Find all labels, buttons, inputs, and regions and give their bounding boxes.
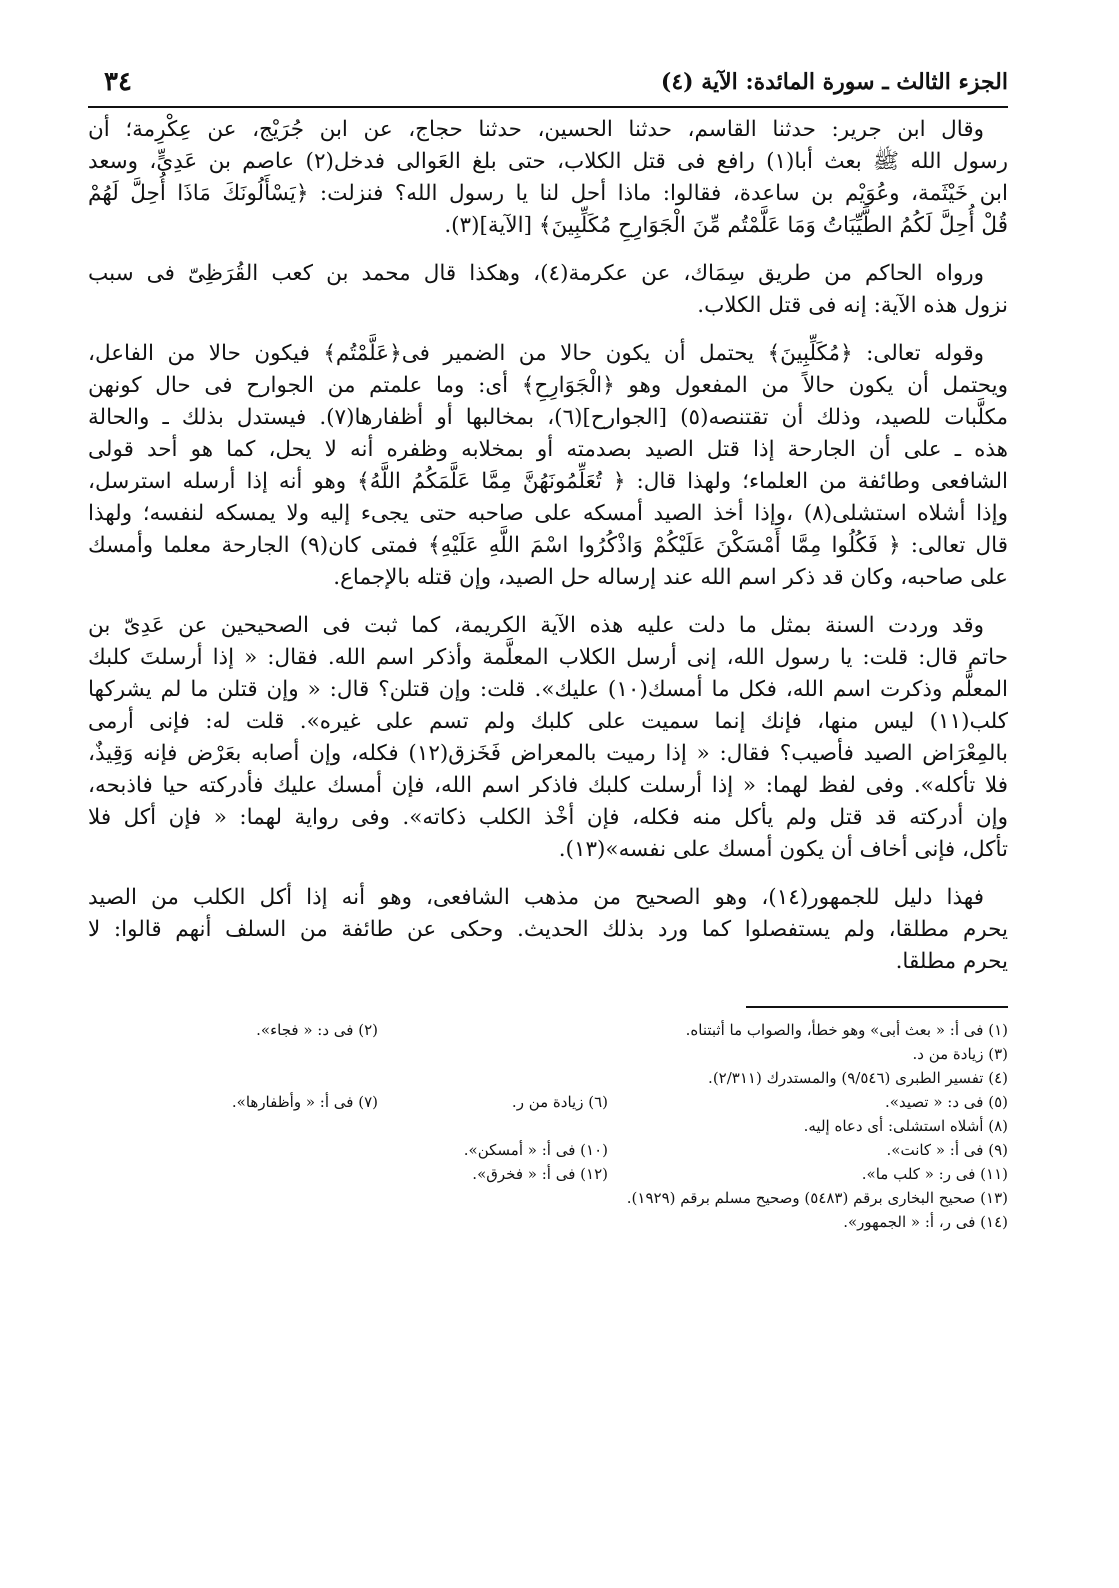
footnote: (١٤) فى ر، أ: « الجمهور».	[843, 1213, 1008, 1231]
body-text	[88, 114, 1008, 978]
text-line: بالمِعْرَاض الصيد فأصيب؟ فقال: « إذا رميت بالمعراض فَخَزق(١٢) فكله، وإن أصابه بعَرْض فإنه وَقِيذٌ،	[88, 741, 1008, 766]
footnote-row	[88, 1114, 1008, 1138]
footnote-separator	[746, 1006, 1008, 1008]
footnote: (٥) فى د: « تصيد».	[885, 1093, 1008, 1111]
footnote: (١٣) صحيح البخارى برقم (٥٤٨٣) وصحيح مسلم برقم (١٩٢٩).	[626, 1189, 1008, 1207]
text-line: وقال ابن جرير: حدثنا القاسم، حدثنا الحسين، حدثنا حجاج، عن ابن جُرَيْج، عن عِكْرِمة؛ أن	[88, 117, 984, 142]
footnote: (١) فى أ: « بعث أبى» وهو خطأ، والصواب ما أثبتناه.	[685, 1021, 1008, 1039]
footnote-row	[88, 1162, 1008, 1186]
text-line: قال تعالى: ﴿ فَكُلُوا مِمَّا أَمْسَكْنَ عَلَيْكُمْ وَاذْكُرُوا اسْمَ اللَّهِ عَلَيْهِ﴾ فمتى كان(٩) الجارحة معلما وأمسك	[88, 533, 1008, 558]
footnote	[118, 1138, 378, 1162]
text-line: فهذا دليل للجمهور(١٤)، وهو الصحيح من مذهب الشافعى، وهو أنه إذا أكل الكلب من الصيد	[88, 885, 984, 910]
text-line: ورواه الحاكم من طريق سِمَاك، عن عكرمة(٤)، وهكذا قال محمد بن كعب القُرَظِىّ فى سبب	[88, 261, 984, 286]
footnote-row	[88, 1090, 1008, 1114]
footnote	[118, 1162, 378, 1186]
text-line: الشافعى وطائفة من العلماء؛ ولهذا قال: ﴿ تُعَلِّمُونَهُنَّ مِمَّا عَلَّمَكُمُ اللَّهُ﴾ وهو أنه إذا أرسله استرسل،	[88, 469, 1008, 494]
text-line: هذه ـ على أن الجارحة إذا قتل الصيد بصدمته أو بمخلابه وظفره أنه لا يحل، كما هو أحد قولى	[88, 437, 1008, 462]
paragraph	[88, 610, 1008, 866]
footnote	[378, 1018, 608, 1042]
text-line: وإن أدركته قد قتل ولم يأكل منه فكله، فإن أخْذ الكلب ذكاته». وفى رواية لهما: « فإن أكل فلا	[88, 805, 1008, 830]
page-header	[88, 62, 1008, 108]
paragraph	[88, 258, 1008, 322]
text-line: كلب(١١) ليس منها، فإنك إنما سميت على كلبك ولم تسم على غيره». قلت له: فإنى أرمى	[88, 709, 1008, 734]
footnotes	[88, 1018, 1008, 1234]
footnote-row	[88, 1210, 1008, 1234]
page-number: ٣٤	[104, 67, 132, 97]
footnote-row	[88, 1018, 1008, 1042]
text-line: وقوله تعالى: ﴿مُكَلِّبِينَ﴾ يحتمل أن يكون حالا من الضمير فى﴿عَلَّمْتُم﴾ فيكون حالا من الفاعل،	[88, 341, 984, 366]
text-line: ابن خَيْثَمة، وعُوَيْم بن ساعدة، فقالوا: ماذا أحل لنا يا رسول الله؟ فنزلت: ﴿يَسْأَلُونَكَ مَاذَا أُحِلَّ لَهُمْ	[88, 181, 1008, 206]
text-line: رسول الله ﷺ بعث أبا(١) رافع فى قتل الكلاب، حتى بلغ العَوالى فدخل(٢) عاصم بن عَدِىٍّ، وسعد	[88, 149, 1008, 174]
footnote-row	[88, 1186, 1008, 1210]
text-line: يحرم مطلقا.	[895, 949, 1008, 974]
paragraph	[88, 338, 1008, 594]
text-line: المعلَّم وذكرت اسم الله، فكل ما أمسك(١٠) عليك». قلت: وإن قتلن؟ قال: « وإن قتلن ما لم يشركها	[88, 677, 1008, 702]
footnote: (٦) زيادة من ر.	[511, 1093, 608, 1111]
text-line: يحرم مطلقا، ولم يستفصلوا كما ورد بذلك الحديث. وحكى عن طائفة من السلف أنهم قالوا: لا	[88, 917, 1008, 942]
text-line: وإذا أشلاه استشلى(٨) ،وإذا أخذ الصيد أمسكه على صاحبه حتى يجىء إليه ولا يمسكه لنفسه؛ ولهذا	[88, 501, 1008, 526]
footnote: (٨) أشلاه استشلى: أى دعاه إليه.	[803, 1117, 1008, 1135]
text-line: مكلَّبات للصيد، وذلك أن تقتنصه(٥) [الجوارح](٦)، بمخالبها أو أظفارها(٧). فيستدل بذلك ـ والحالة	[88, 405, 1009, 430]
text-line: على صاحبه، وكان قد ذكر اسم الله عند إرساله حل الصيد، وإن قتله بالإجماع.	[333, 565, 1008, 590]
text-line: وقد وردت السنة بمثل ما دلت عليه هذه الآية الكريمة، كما ثبت فى الصحيحين عن عَدِىّ بن	[88, 613, 984, 638]
footnote: (٤) تفسير الطبرى (٩/٥٤٦) والمستدرك (٢/٣١١).	[708, 1069, 1008, 1087]
paragraph	[88, 882, 1008, 978]
paragraph	[88, 114, 1008, 242]
footnote-row	[88, 1042, 1008, 1066]
footnote-row	[88, 1066, 1008, 1090]
text-line: ويحتمل أن يكون حالاً من المفعول وهو ﴿الْجَوَارِحِ﴾ أى: وما علمتم من الجوارح فى حال كونهن	[88, 373, 1008, 398]
text-line: تأكل، فإنى أخاف أن يكون أمسك على نفسه»(١٣).	[558, 837, 1008, 862]
footnote: (١١) فى ر: « كلب ما».	[861, 1165, 1008, 1183]
footnote: (١٠) فى أ: « أمسكن».	[463, 1141, 608, 1159]
footnote: (٧) فى أ: « وأظفارها».	[231, 1093, 378, 1111]
footnote: (١٢) فى أ: « فخرق».	[472, 1165, 608, 1183]
footnote: (٣) زيادة من د.	[912, 1045, 1008, 1063]
running-title: الجزء الثالث ـ سورة المائدة: الآية (٤)	[660, 69, 1008, 95]
text-line: نزول هذه الآية: إنه فى قتل الكلاب.	[697, 293, 1008, 318]
book-page	[88, 62, 1008, 1234]
text-line: حاتم قال: قلت: يا رسول الله، إنى أرسل الكلاب المعلَّمة وأذكر اسم الله. فقال: « إذا أرسلتَ كلبك	[88, 645, 1008, 670]
text-line: قُلْ أُحِلَّ لَكُمُ الطَّيِّبَاتُ وَمَا عَلَّمْتُم مِّنَ الْجَوَارِحِ مُكَلِّبِينَ﴾ [الآية](٣).	[444, 213, 1008, 238]
text-line: فلا تأكله». وفى لفظ لهما: « إذا أرسلت كلبك فاذكر اسم الله، فإن أمسك عليك فأدركته حيا فاذبحه،	[88, 773, 1008, 798]
footnote-row	[88, 1138, 1008, 1162]
footnote: (٩) فى أ: « كانت».	[886, 1141, 1008, 1159]
footnote: (٢) فى د: « فجاء».	[256, 1021, 378, 1039]
